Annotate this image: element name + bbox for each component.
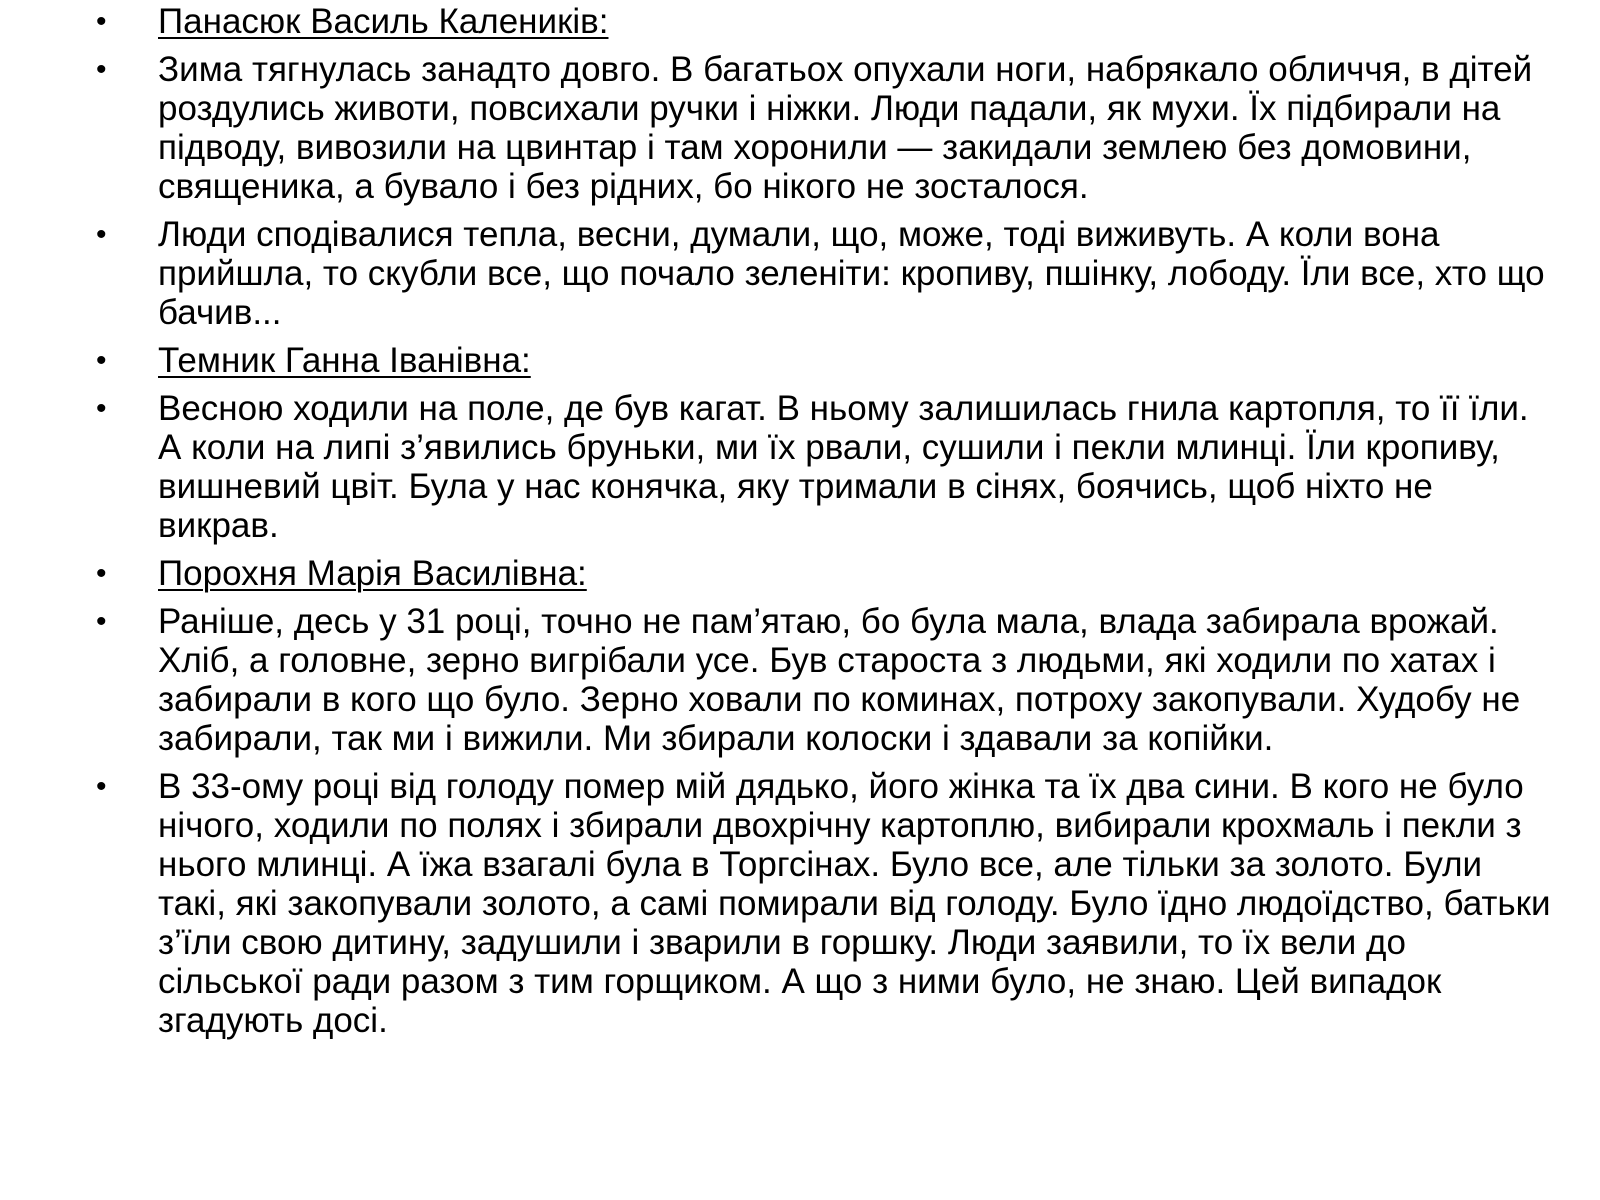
bullet-icon: • <box>96 392 107 425</box>
bullet-icon: • <box>96 344 107 377</box>
bullet-icon: • <box>96 770 107 803</box>
testimony-text: В 33-ому році від голоду помер мій дядько, його жінка та їх два сини. В кого не було нічого, ходили по полях і збирали двохрічну картоплю, вибирали крохмаль і пекли з нього млинці. А їжа взагалі була в Торгсінах. Було все, але тільки за золото. Були такі, які закопували золото, а самі помирали від голоду. Було їдно людоїдство, батьки з’їли свою дитину, задушили і зварили в горшку. Люди заявили, то їх вели до сільської ради разом з тим горщиком. А що з ними було, не знаю. Цей випадок згадують досі. <box>158 767 1551 1040</box>
list-item-testimony <box>96 767 1556 1040</box>
list-item-author-panasiuk <box>96 2 1556 41</box>
list-item-testimony <box>96 389 1556 545</box>
list-item-testimony <box>96 602 1556 758</box>
author-name: Панасюк Василь Калеників: <box>158 2 609 41</box>
list-item-author-porokhnia <box>96 554 1556 593</box>
bullet-icon: • <box>96 605 107 638</box>
testimony-text: Раніше, десь у 31 році, точно не пам’ятаю, бо була мала, влада забирала врожай. Хліб, а головне, зерно вигрібали усе. Був староста з людьми, які ходили по хатах і забирали в кого що було. Зерно ховали по коминах, потроху закопували. Худобу не забирали, так ми і вижили. Ми збирали колоски і здавали за копійки. <box>158 602 1521 758</box>
testimony-text: Весною ходили на поле, де був кагат. В ньому залишилась гнила картопля, то її їли. А коли на липі з’явились бруньки, ми їх рвали, сушили і пекли млинці. Їли кропиву, вишневий цвіт. Була у нас конячка, яку тримали в сінях, боячись, щоб ніхто не викрав. <box>158 389 1529 545</box>
bullet-icon: • <box>96 557 107 590</box>
bullet-list <box>96 2 1556 1049</box>
bullet-icon: • <box>96 218 107 251</box>
testimony-text: Зима тягнулась занадто довго. В багатьох опухали ноги, набрякало обличчя, в дітей роздулись животи, повсихали ручки і ніжки. Люди падали, як мухи. Їх підбирали на підводу, вивозили на цвинтар і там хоронили — закидали землею без домовини, священика, а бувало і без рідних, бо нікого не зосталося. <box>158 50 1533 206</box>
bullet-icon: • <box>96 5 107 38</box>
list-item-testimony <box>96 215 1556 332</box>
list-item-testimony <box>96 50 1556 206</box>
list-item-author-temnyk <box>96 341 1556 380</box>
testimony-text: Люди сподівалися тепла, весни, думали, що, може, тоді виживуть. А коли вона прийшла, то скубли все, що почало зеленіти: кропиву, пшінку, лободу. Їли все, хто що бачив... <box>158 215 1545 332</box>
author-name: Порохня Марія Василівна: <box>158 554 587 593</box>
bullet-icon: • <box>96 53 107 86</box>
author-name: Темник Ганна Іванівна: <box>158 341 531 380</box>
